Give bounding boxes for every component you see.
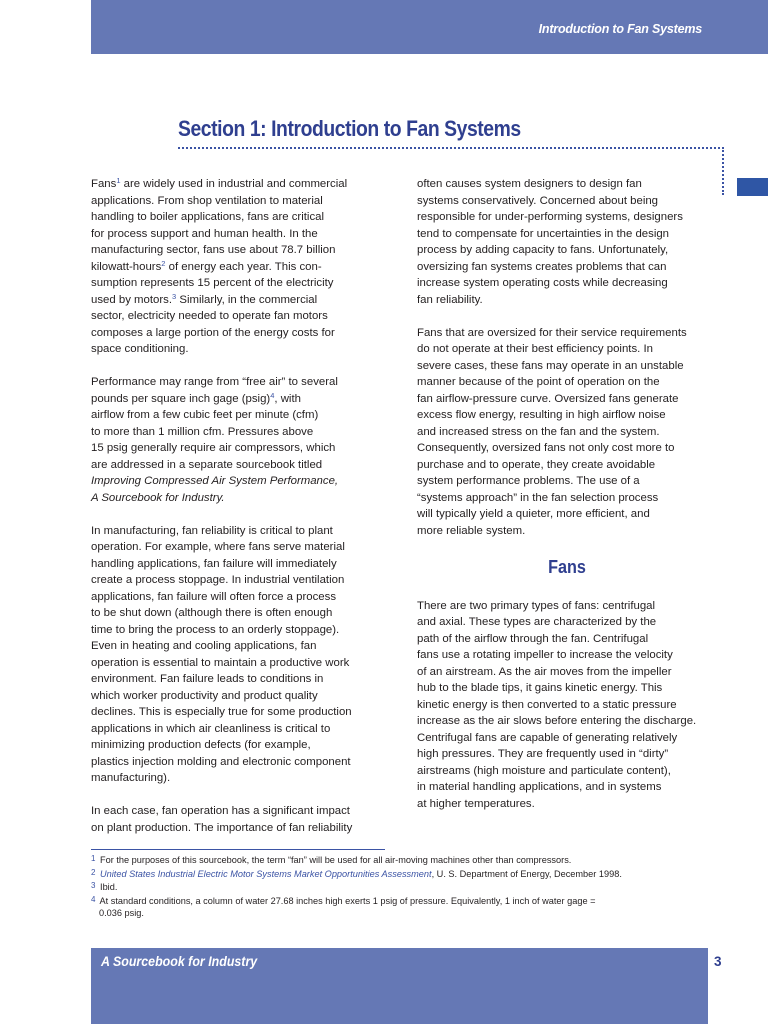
paragraph	[91, 374, 391, 506]
text-fragment: minimizing production defects (for example,	[91, 739, 311, 751]
section-title: Section 1: Introduction to Fan Systems	[178, 116, 521, 141]
text-fragment: Performance may range from “free air” to several	[91, 376, 338, 388]
text-fragment: Even in heating and cooling applications, fan	[91, 640, 317, 652]
text-line	[91, 226, 391, 243]
text-fragment: manufacturing).	[91, 772, 171, 784]
footnote-text: Ibid.	[100, 882, 118, 892]
text-line	[417, 259, 717, 276]
text-fragment: increase system operating costs while decreasing	[417, 277, 668, 289]
footnote-2	[91, 867, 731, 881]
text-line	[417, 242, 717, 259]
text-line	[417, 506, 717, 523]
footnote-rule	[91, 849, 385, 850]
text-fragment: environment. Fan failure leads to conditions in	[91, 673, 324, 685]
text-fragment: on plant production. The importance of fan reliability	[91, 821, 353, 834]
text-fragment: There are two primary types of fans: centrifugal	[417, 599, 656, 612]
text-fragment: process by adding capacity to fans. Unfortunately,	[417, 244, 669, 256]
text-line	[91, 457, 391, 474]
text-fragment: used by motors.	[91, 293, 173, 306]
text-fragment: purchase and to operate, they create avoidable	[417, 458, 656, 471]
paragraph	[417, 325, 717, 540]
text-fragment: 15 psig generally require air compressors, which	[91, 442, 336, 454]
title-dotted-rule	[178, 147, 724, 149]
text-fragment: are addressed in a separate sourcebook titled	[91, 458, 323, 471]
text-fragment: severe cases, these fans may operate in an unstable	[417, 359, 684, 372]
text-line	[91, 341, 391, 358]
text-line	[417, 473, 717, 490]
text-fragment: more reliable system.	[417, 524, 526, 537]
text-line	[417, 746, 717, 763]
text-line	[417, 490, 717, 507]
text-fragment: airflow from a few cubic feet per minute (cfm)	[91, 409, 319, 421]
text-fragment: pounds per square inch gage (psig)	[91, 392, 271, 405]
footnote-ref[interactable]: 2	[161, 258, 166, 268]
text-line	[417, 614, 717, 631]
left-column	[91, 176, 391, 853]
paragraph	[91, 176, 391, 358]
text-line	[91, 242, 391, 259]
text-fragment: are widely used in industrial and commercial	[120, 178, 348, 190]
text-line	[417, 292, 717, 309]
text-fragment: and increased stress on the fan and the system.	[417, 425, 660, 438]
margin-dotted-rule	[722, 147, 724, 195]
text-fragment: manner because of the point of operation on the	[417, 376, 660, 388]
page-number: 3	[714, 954, 722, 969]
paragraph	[417, 176, 717, 308]
text-line	[417, 325, 717, 342]
footnote-ref[interactable]: 1	[116, 176, 121, 185]
text-line	[91, 440, 391, 457]
text-line	[91, 523, 391, 540]
text-line	[91, 556, 391, 573]
text-fragment: increase as the air slows before entering the discharge.	[417, 715, 697, 727]
footnote-text: 0.036 psig.	[99, 908, 144, 918]
text-fragment: handling applications, fan failure will immediately	[91, 557, 337, 570]
text-fragment: do not operate at their best efficiency points. In	[417, 343, 653, 355]
text-line	[91, 820, 391, 837]
text-line	[417, 796, 717, 813]
text-fragment: fan reliability.	[417, 293, 483, 306]
paragraph	[91, 523, 391, 787]
text-fragment: plastics injection molding and electronic component	[91, 755, 351, 768]
text-line	[91, 374, 391, 391]
right-column	[417, 176, 717, 829]
text-line	[91, 655, 391, 672]
text-fragment: Similarly, in the commercial	[176, 293, 318, 306]
text-fragment: manufacturing sector, fans use about 78.7 billion	[91, 244, 336, 256]
text-line	[91, 473, 391, 490]
text-line	[417, 391, 717, 408]
footnote-text: At standard conditions, a column of water 27.68 inches high exerts 1 psig of pressure. Equivalently, 1 inch of water gage =	[99, 895, 596, 906]
text-line	[417, 647, 717, 664]
paragraph	[91, 803, 391, 836]
footnote-text: , U. S. Department of Energy, December 1998.	[431, 868, 622, 879]
text-line	[417, 763, 717, 780]
text-fragment: Improving Compressed Air System Performance,	[91, 475, 339, 487]
text-line	[91, 259, 391, 276]
footnote-text: For the purposes of this sourcebook, the term “fan” will be used for all air-moving machines other than compressors.	[100, 855, 572, 865]
text-line	[417, 664, 717, 681]
text-fragment: for process support and human health. In the	[91, 227, 318, 240]
text-line	[417, 523, 717, 540]
text-fragment: kilowatt-hours	[91, 260, 162, 273]
text-fragment: fan airflow-pressure curve. Oversized fans generate	[417, 392, 679, 405]
text-line	[417, 226, 717, 243]
text-line	[91, 292, 391, 309]
text-fragment: system performance problems. The use of a	[417, 475, 640, 487]
text-fragment: and axial. These types are characterized by the	[417, 616, 657, 628]
text-fragment: declines. This is especially true for some production	[91, 706, 352, 718]
text-fragment: responsible for under-performing systems, designers	[417, 211, 683, 223]
text-fragment: in material handling applications, and in systems	[417, 781, 662, 793]
text-fragment: of energy each year. This con-	[165, 260, 322, 273]
text-fragment: time to bring the process to an orderly stoppage).	[91, 623, 340, 636]
footnote-number: 1	[91, 854, 96, 863]
text-fragment: In manufacturing, fan reliability is critical to plant	[91, 524, 333, 537]
text-line	[417, 275, 717, 292]
text-line	[417, 598, 717, 615]
section-side-tab	[737, 178, 768, 196]
text-fragment: create a process stoppage. In industrial ventilation	[91, 574, 345, 586]
text-fragment: Fans	[91, 178, 117, 190]
footnote-1	[91, 853, 731, 867]
text-line	[91, 704, 391, 721]
text-fragment: path of the airflow through the fan. Centrifugal	[417, 632, 649, 645]
text-line	[417, 779, 717, 796]
text-fragment: oversizing fan systems creates problems that can	[417, 260, 667, 273]
text-fragment: often causes system designers to design fan	[417, 178, 642, 190]
text-fragment: Consequently, oversized fans not only cost more to	[417, 442, 675, 454]
footnote-4	[91, 894, 731, 908]
text-line	[91, 589, 391, 606]
text-fragment: operation. For example, where fans serve material	[91, 541, 345, 553]
text-line	[91, 622, 391, 639]
text-fragment: , with	[274, 392, 301, 405]
text-fragment: In each case, fan operation has a significant impact	[91, 805, 350, 817]
text-fragment: applications, fan failure will often force a process	[91, 590, 337, 603]
text-line	[417, 440, 717, 457]
text-line	[91, 424, 391, 441]
text-fragment: tend to compensate for uncertainties in the design	[417, 227, 670, 240]
text-line	[91, 803, 391, 820]
text-line	[417, 176, 717, 193]
text-line	[91, 539, 391, 556]
text-fragment: fans use a rotating impeller to increase the velocity	[417, 649, 673, 661]
footnotes	[91, 853, 731, 920]
text-line	[91, 275, 391, 292]
footnote-ref[interactable]: 3	[172, 291, 177, 301]
text-line	[91, 325, 391, 342]
fans-heading: Fans	[548, 556, 586, 577]
text-fragment: high pressures. They are frequently used in “dirty”	[417, 748, 669, 760]
text-line	[91, 407, 391, 424]
text-fragment: will typically yield a quieter, more efficient, and	[417, 508, 650, 520]
text-line	[417, 209, 717, 226]
text-fragment: kinetic energy is then converted to a static pressure	[417, 698, 677, 711]
text-line	[91, 308, 391, 325]
text-line	[91, 391, 391, 408]
text-fragment: A Sourcebook for Industry.	[91, 491, 225, 504]
footnote-3	[91, 880, 731, 894]
footnote-number: 3	[91, 881, 96, 890]
text-line	[417, 680, 717, 697]
text-fragment: “systems approach” in the fan selection process	[417, 491, 659, 504]
text-line	[91, 721, 391, 738]
text-fragment: sector, electricity needed to operate fan motors	[91, 310, 328, 322]
text-fragment: handling to boiler applications, fans are critical	[91, 211, 325, 223]
text-fragment: sumption represents 15 percent of the electricity	[91, 277, 334, 289]
text-line	[91, 490, 391, 507]
text-fragment: at higher temperatures.	[417, 797, 535, 810]
text-line	[417, 457, 717, 474]
text-line	[417, 730, 717, 747]
text-line	[91, 605, 391, 622]
text-line	[91, 572, 391, 589]
running-header-title: Introduction to Fan Systems	[538, 22, 702, 36]
text-fragment: Fans that are oversized for their service requirements	[417, 326, 687, 339]
footnote-4-continued	[91, 907, 731, 920]
text-line	[91, 638, 391, 655]
text-fragment: to be shut down (although there is often enough	[91, 607, 333, 619]
text-fragment: applications in which air cleanliness is critical to	[91, 722, 331, 735]
text-line	[91, 193, 391, 210]
text-fragment: composes a large portion of the energy costs for	[91, 326, 335, 339]
text-line	[91, 209, 391, 226]
text-line	[417, 697, 717, 714]
text-fragment: excess flow energy, resulting in high airflow noise	[417, 409, 666, 421]
text-line	[417, 358, 717, 375]
text-fragment: hub to the blade tips, it gains kinetic energy. This	[417, 682, 663, 694]
text-line	[417, 713, 717, 730]
text-fragment: of an airstream. As the air moves from the impeller	[417, 665, 672, 678]
footnote-ref[interactable]: 4	[270, 390, 275, 400]
text-line	[91, 671, 391, 688]
text-fragment: Centrifugal fans are capable of generating relatively	[417, 731, 678, 744]
text-fragment: which worker productivity and product quality	[91, 689, 318, 702]
text-fragment: operation is essential to maintain a productive work	[91, 656, 350, 669]
footnote-number: 4	[91, 894, 96, 904]
paragraph	[417, 598, 717, 813]
text-fragment: to more than 1 million cfm. Pressures above	[91, 425, 314, 438]
footer-title: A Sourcebook for Industry	[101, 954, 258, 969]
footnote-number: 2	[91, 867, 96, 877]
text-line	[417, 631, 717, 648]
text-line	[91, 754, 391, 771]
text-fragment: applications. From shop ventilation to material	[91, 194, 323, 207]
text-fragment: systems conservatively. Concerned about being	[417, 194, 659, 207]
text-line	[417, 374, 717, 391]
text-line	[417, 341, 717, 358]
text-line	[91, 737, 391, 754]
text-line	[91, 688, 391, 705]
text-line	[91, 176, 391, 193]
text-line	[91, 770, 391, 787]
text-fragment: airstreams (high moisture and particulate content),	[417, 764, 671, 777]
text-fragment: space conditioning.	[91, 343, 189, 355]
text-line	[417, 407, 717, 424]
text-line	[417, 193, 717, 210]
text-line	[417, 424, 717, 441]
footnote-citation-title[interactable]: United States Industrial Electric Motor Systems Market Opportunities Assessment	[100, 868, 432, 879]
